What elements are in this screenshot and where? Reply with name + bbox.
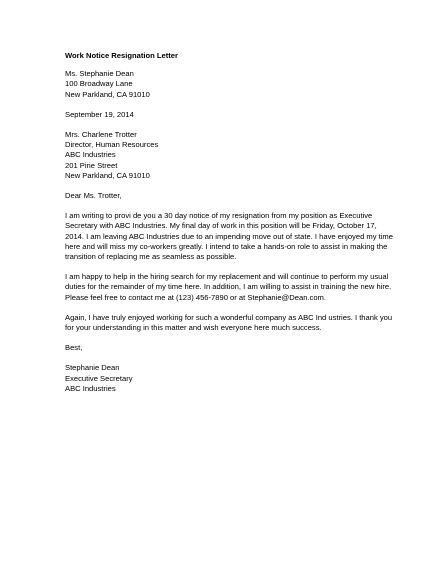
signature-company: ABC Industries [65, 383, 116, 393]
closing [65, 343, 385, 353]
sender-street: 100 Broadway Lane [65, 79, 133, 89]
paragraph-line: Secretary with ABC Industries. My final day of work in this position will be Friday, October 17, [65, 221, 377, 231]
recipient-city: New Parkland, CA 91010 [65, 170, 150, 180]
sender-city: New Parkland, CA 91010 [65, 89, 150, 99]
paragraph-notice [65, 211, 393, 262]
recipient-street: 201 Pine Street [65, 160, 118, 170]
signature-block [65, 363, 385, 394]
signature-title: Executive Secretary [65, 373, 133, 383]
paragraph-assistance [65, 272, 392, 303]
sender-address [65, 69, 385, 100]
paragraph-line: I am writing to provi de you a 30 day notice of my resignation from my position as Executive [65, 211, 373, 221]
letter-body [65, 51, 393, 404]
recipient-title: Director, Human Resources [65, 140, 159, 150]
letter-title: Work Notice Resignation Letter [65, 51, 178, 60]
recipient-address [65, 130, 385, 181]
letter-date [65, 110, 385, 120]
salutation [65, 191, 385, 201]
paragraph-line: here and will miss my co-workers greatly. I intend to take a hands-on role to assist in making the [65, 241, 388, 251]
closing-text: Best, [65, 343, 83, 353]
paragraph-line: transition of replacing me as seamless as possible. [65, 252, 237, 262]
salutation-text: Dear Ms. Trotter, [65, 191, 122, 201]
paragraph-line: Again, I have truly enjoyed working for such a wonderful company as ABC Ind ustries. I thank you [65, 312, 393, 322]
paragraph-line: for your understanding in this matter and wish everyone here much success. [65, 323, 322, 333]
recipient-company: ABC Industries [65, 150, 116, 160]
sender-name: Ms. Stephanie Dean [65, 69, 134, 79]
paragraph-line: Please feel free to contact me at (123) 456-7890 or at Stephanie@Dean.com. [65, 292, 326, 302]
paragraph-thanks [65, 312, 393, 333]
date-text: September 19, 2014 [65, 109, 134, 119]
paragraph-line: 2014. I am leaving ABC Industries due to an impending move out of state. I have enjoyed my time [65, 231, 393, 241]
paragraph-line: duties for the remainder of my time here. In addition, I am willing to assist in training the new hire. [65, 282, 392, 292]
recipient-name: Mrs. Charlene Trotter [65, 130, 137, 140]
signature-name: Stephanie Dean [65, 363, 120, 373]
paragraph-line: I am happy to help in the hiring search for my replacement and will continue to perform my usual [65, 272, 389, 282]
